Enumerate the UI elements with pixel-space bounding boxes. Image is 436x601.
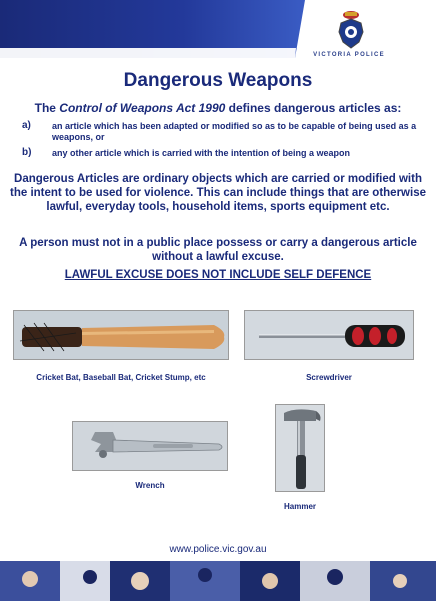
header-band: [0, 0, 305, 58]
definition-text: an article which has been adapted or modified so as to be capable of being used as a weapons, or: [52, 121, 417, 142]
header: [0, 0, 436, 64]
definition-letter: b): [22, 147, 32, 158]
hammer-photo: [275, 404, 325, 492]
hammer-caption: Hammer: [283, 502, 316, 511]
screwdriver-caption: Screwdriver: [306, 373, 352, 382]
page-title: Dangerous Weapons: [123, 70, 313, 91]
bat-icon: [14, 311, 229, 360]
bat-photo: [13, 310, 229, 360]
paragraph-dangerous-articles: Dangerous Articles are ordinary objects which are carried or modified with the intent to be used for violence. This can include things that are otherwise lawful, everyday tools, household items, sports equipment etc.: [10, 173, 426, 213]
screwdriver-icon: [245, 311, 414, 360]
hammer-icon: [276, 405, 325, 492]
wrench-icon: [73, 422, 228, 471]
intro-prefix: The: [34, 101, 60, 115]
definition-letter: a): [22, 120, 31, 131]
definition-text: any other article which is carried with the intention of being a weapon: [52, 148, 351, 158]
bat-caption: Cricket Bat, Baseball Bat, Cricket Stump, etc: [36, 373, 206, 382]
lawful-excuse-notice: LAWFUL EXCUSE DOES NOT INCLUDE SELF DEFENCE: [64, 269, 372, 281]
footer-police-collage: [0, 561, 436, 601]
wrench-photo: [72, 421, 228, 471]
act-name: Control of Weapons Act 1990: [59, 101, 226, 115]
screwdriver-photo: [244, 310, 414, 360]
victoria-police-crest-icon: [326, 10, 376, 50]
intro-text: [0, 101, 436, 115]
wrench-caption: Wrench: [135, 481, 165, 490]
intro-suffix: defines dangerous articles as:: [225, 101, 402, 115]
paragraph-public-place: A person must not in a public place possess or carry a dangerous article without a lawful excuse.: [19, 237, 417, 263]
brand-text: VICTORIA POLICE: [313, 52, 385, 58]
website-url[interactable]: www.police.vic.gov.au: [169, 544, 267, 555]
